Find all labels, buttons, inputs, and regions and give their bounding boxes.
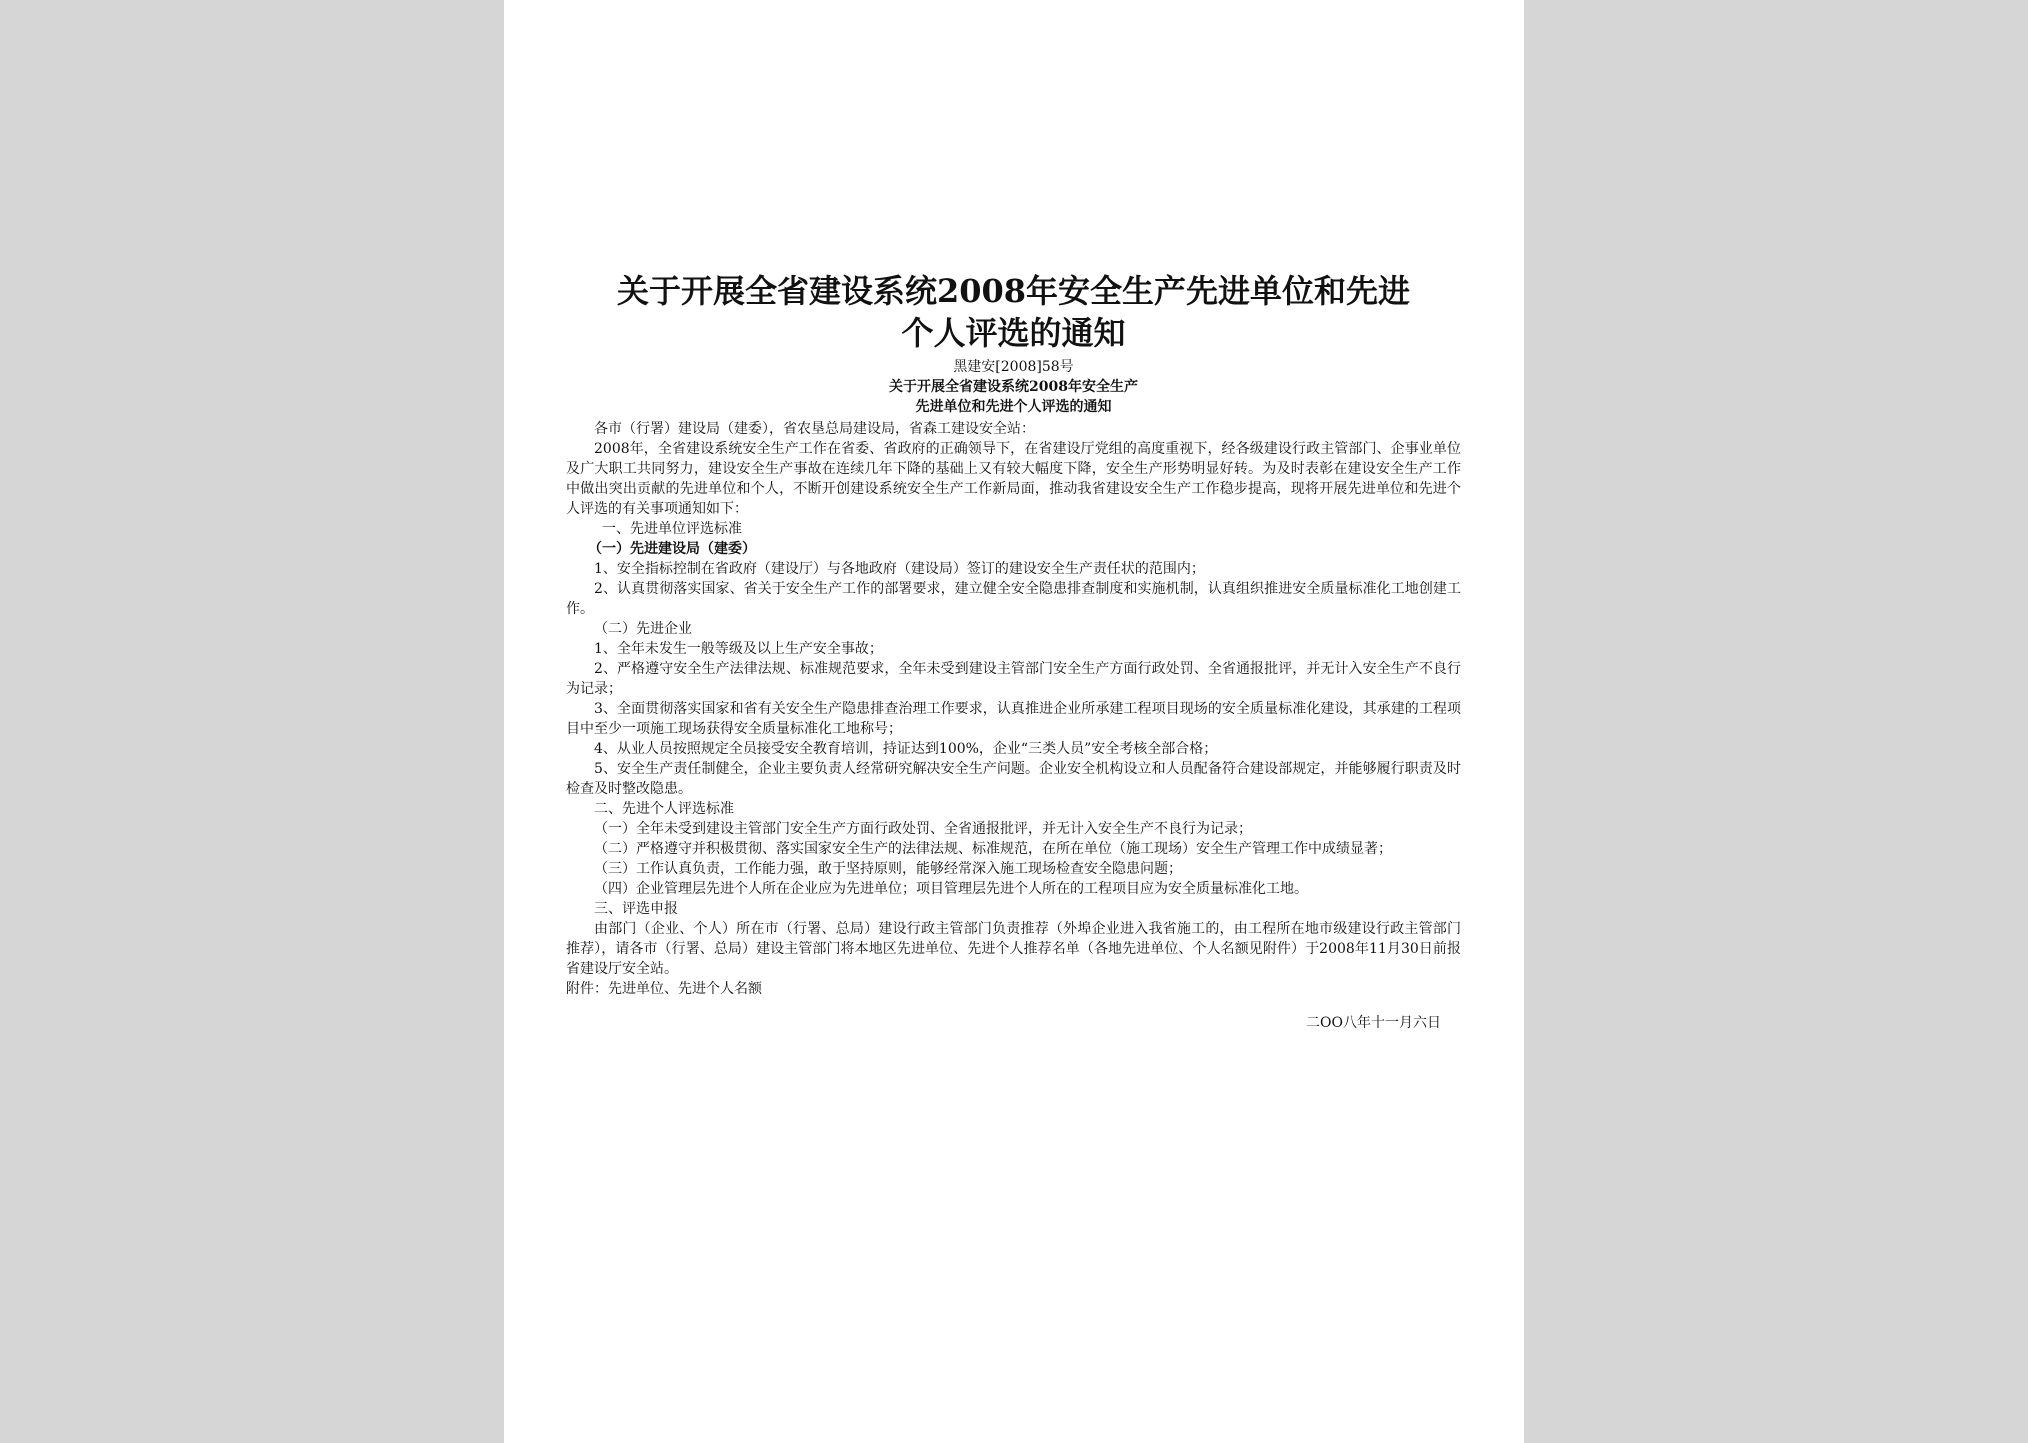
title-line-2: 个人评选的通知 [901,314,1126,352]
section-2-item: （一）全年未受到建设主管部门安全生产方面行政处罚、全省通报批评，并无计入安全生产不良行为记录； [594,821,1252,837]
section-1-item: 5、安全生产责任制健全，企业主要负责人经常研究解决安全生产问题。企业安全机构设立和人员配备符合建设部规定，并能够履行职责及时检查及时整改隐患。 [566,761,1461,797]
title-line-1: 关于开展全省建设系统2008年安全生产先进单位和先进 [616,272,1411,310]
section-1-item: 1、安全指标控制在省政府（建设厅）与各地政府（建设局）签订的建设安全生产责任状的范围内； [594,561,1205,577]
section-2-item: （二）严格遵守并积极贯彻、落实国家安全生产的法律法规、标准规范，在所在单位（施工现场）安全生产管理工作中成绩显著； [594,841,1392,857]
section-3-body: 由部门（企业、个人）所在市（行署、总局）建设行政主管部门负责推荐（外埠企业进入我省施工的，由工程所在地市级建设行政主管部门推荐），请各市（行署、总局）建设主管部门将本地区先进单位、先进个人推荐名单（各地先进单位、个人名额见附件）于2008年11月30日前报省建设厅安全站。 [566,921,1461,977]
subtitle-line-1: 关于开展全省建设系统2008年安全生产 [889,379,1138,395]
subtitle-line-2: 先进单位和先进个人评选的通知 [915,399,1112,415]
document-content [566,270,1461,1033]
section-1-subheading-1: （一）先进建设局（建委） [588,541,756,557]
document-page [504,0,1524,1443]
salutation: 各市（行署）建设局（建委），省农垦总局建设局，省森工建设安全站： [594,421,1035,437]
intro-paragraph: 2008年，全省建设系统安全生产工作在省委、省政府的正确领导下，在省建设厅党组的高度重视下，经各级建设行政主管部门、企事业单位及广大职工共同努力，建设安全生产事故在连续几年下降的基础上又有较大幅度下降，安全生产形势明显好转。为及时表彰在建设安全生产工作中做出突出贡献的先进单位和个人，不断开创建设系统安全生产工作新局面，推动我省建设安全生产工作稳步提高，现将开展先进单位和先进个人评选的有关事项通知如下： [566,441,1461,517]
document-number: 黑建安[2008]58号 [953,359,1074,375]
section-1-heading: 一、先进单位评选标准 [602,521,742,537]
document-date: 二OO八年十一月六日 [1306,1015,1441,1031]
attachment-note: 附件：先进单位、先进个人名额 [566,981,762,997]
section-1-item: 2、严格遵守安全生产法律法规、标准规范要求，全年未受到建设主管部门安全生产方面行政处罚、全省通报批评，并无计入安全生产不良行为记录； [566,661,1461,697]
section-1-item: 2、认真贯彻落实国家、省关于安全生产工作的部署要求，建立健全安全隐患排查制度和实施机制，认真组织推进安全质量标准化工地创建工作。 [566,581,1461,617]
section-1-item: 3、全面贯彻落实国家和省有关安全生产隐患排查治理工作要求，认真推进企业所承建工程项目现场的安全质量标准化建设，其承建的工程项目中至少一项施工现场获得安全质量标准化工地称号； [566,701,1461,737]
section-2-item: （三）工作认真负责，工作能力强，敢于坚持原则，能够经常深入施工现场检查安全隐患问题； [594,861,1182,877]
document-title [566,270,1461,354]
section-3-heading: 三、评选申报 [594,901,678,917]
section-2-heading: 二、先进个人评选标准 [594,801,734,817]
section-2-item: （四）企业管理层先进个人所在企业应为先进单位；项目管理层先进个人所在的工程项目应为安全质量标准化工地。 [594,881,1308,897]
section-1-item: 1、全年未发生一般等级及以上生产安全事故； [594,641,883,657]
section-1-item: 4、从业人员按照规定全员接受安全教育培训，持证达到100%，企业“三类人员”安全考核全部合格； [594,741,1218,757]
section-1-subheading-2: （二）先进企业 [594,621,692,637]
